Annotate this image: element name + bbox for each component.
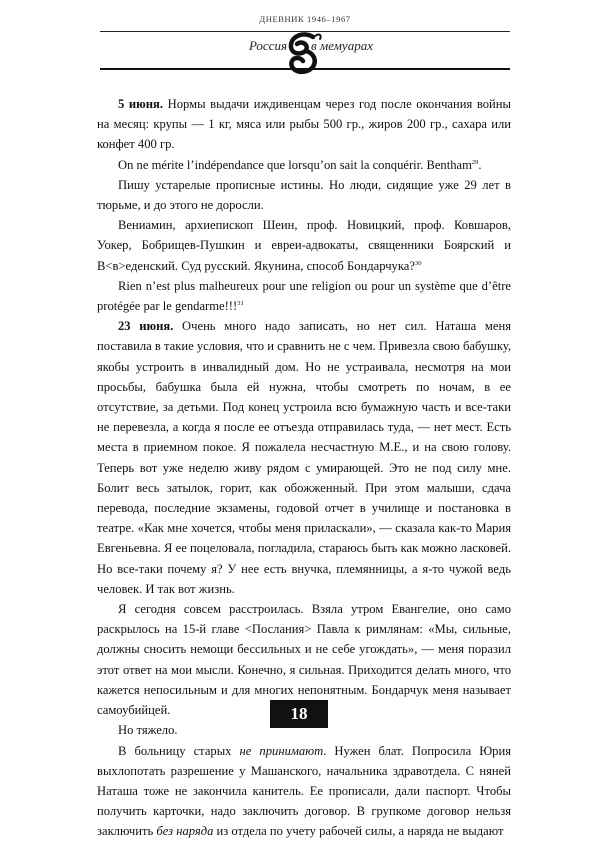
paragraph <box>97 155 511 175</box>
footnote-ref: 29 <box>471 158 479 166</box>
series-title-left: Россия <box>248 38 287 53</box>
text-run: . Нужен блат. Попросила Юрия выхлопотать разрешение у Машанского, начальника здравотдела. С няней Наташа тоже не закончила канитель. Ее прописали, дали паспорт. Чтобы получить карточки, надо заключить договор. В групкоме договор нельзя заключить <box>97 743 511 839</box>
text-run: из отдела по учету рабочей силы, а наряда не выдают <box>213 824 504 839</box>
text-run: Rien n’est plus malheureux pour une religion ou pour un système que d’être protégée par le gendarme!!! <box>97 278 511 314</box>
diary-text <box>97 94 511 842</box>
text-run: On ne mérite l’indépendance que lorsqu’on sait la conquérir. Bentham <box>118 157 472 172</box>
emphasis-text: без наряда <box>156 824 214 839</box>
series-title-right: в мемуарах <box>311 38 373 53</box>
text-run: В больницу старых <box>118 743 240 758</box>
paragraph <box>97 175 511 215</box>
paragraph <box>97 316 511 599</box>
paragraph <box>97 215 511 276</box>
entry-date: 23 июня. <box>118 319 174 334</box>
emphasis-text: не принимают <box>239 743 324 758</box>
text-run: Я сегодня совсем расстроилась. Взяла утром Евангелие, оно само раскрылось на 15-й главе <Послания> Павла к римлянам: «Мы, сильные, должны сносить немощи бессильных и не себе угождать», — меня поразил этот ответ на мои мысли. Конечно, я сильная. Приходится делать много, что кажется непосильным и для многих непонятным. Бондарчук меня называет самоубийцей. <box>97 602 511 718</box>
running-header <box>100 0 510 80</box>
paragraph <box>97 94 511 155</box>
paragraph <box>97 276 511 316</box>
footnote-ref: 31 <box>237 300 244 308</box>
text-run: . <box>478 157 482 172</box>
text-run: Пишу устарелые прописные истины. Но люди, сидящие уже 29 лет в тюрьме, и до этого не доросли. <box>97 177 511 213</box>
text-run: Нормы выдачи иждивенцам через год после окончания войны на месяц: крупы — 1 кг, мяса или рыбы 500 гр., жиров 200 гр., сахара или конфет 400 гр. <box>97 97 511 152</box>
page-number: 18 <box>270 700 328 728</box>
text-run: Очень много надо записать, но нет сил. Наташа меня поставила в такие условия, что и сравнить не с чем. Привезла свою бабушку, якобы устроить в инвалидный дом. Но не устраивала, несмотря на мои просьбы, бабушка была ей нужна, чтобы смотреть по ночам, в ее отсутствие, за детьми. Под конец устроила всю бумажную часть и все-таки не перевезла, а когда я после ее отъезда отправилась туда, — нет мест. Есть места в приемном покое. Я пожалела несчастную М.Е., и на свою голову. Теперь вот уже неделю живу рядом с умирающей. Это не под силу мне. Болит весь затылок, горит, как обожженный. При этом малыши, сдача перевода, последние экзамены, годовой отчет в училище и постановка в театре. «Как мне хочется, чтобы меня приласкали», — сказала как-то Мария Евгеньевна. Я ее поцеловала, погладила, стараюсь быть как можно ласковей. Но все-таки почему я? У нее есть внучка, племянницы, а я-то чужой ведь человек. И так вот жизнь. <box>97 319 512 596</box>
text-run: Но тяжело. <box>118 723 178 738</box>
text-run: Вениамин, архиепископ Шеин, проф. Новицкий, проф. Ковшаров, Уокер, Бобрищев-Пушкин и евреи-адвокаты, священники Боярский и В<в>еденский. Суд русский. Якунина, способ Бондарчука? <box>97 218 511 273</box>
header-rule-bottom <box>100 68 510 70</box>
entry-date: 5 июня. <box>118 97 164 111</box>
running-title: ДНЕВНИК 1946–1967 <box>259 14 351 24</box>
footnote-ref: 30 <box>414 259 422 267</box>
paragraph <box>97 741 511 842</box>
